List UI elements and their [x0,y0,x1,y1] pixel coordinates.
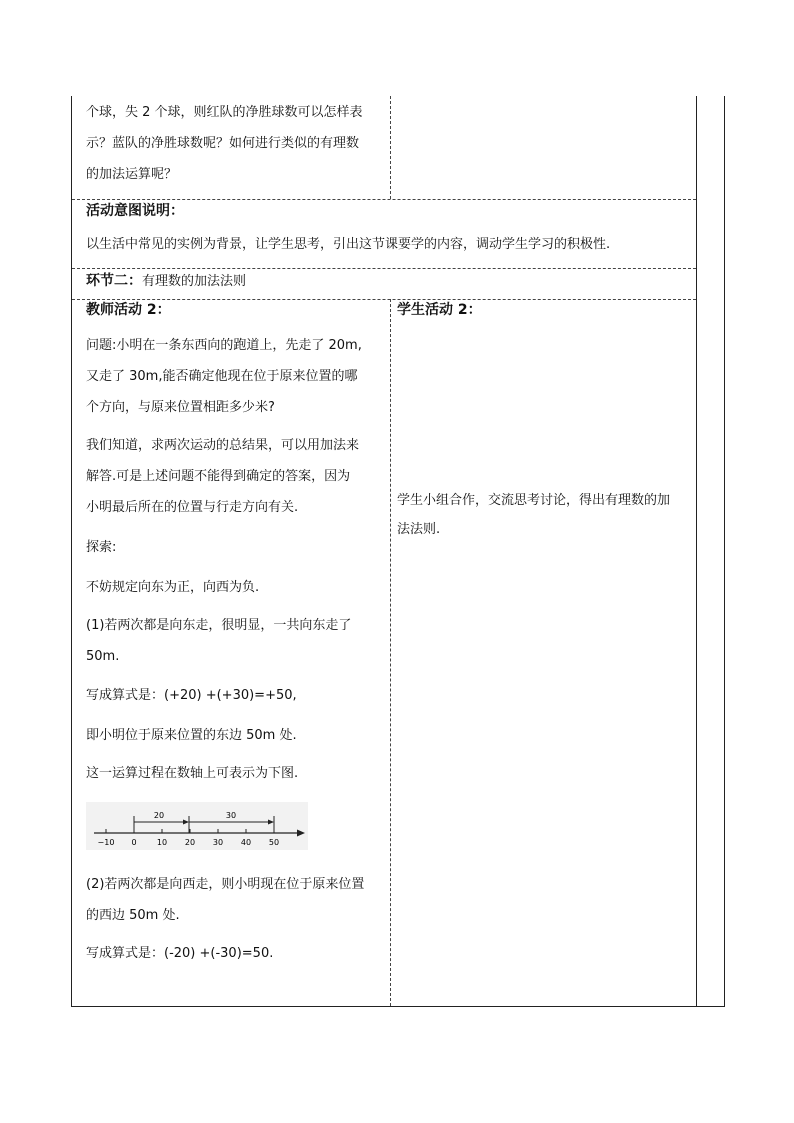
intro-line-1: 个球，失 2 个球，则红队的净胜球数可以怎样表 [86,105,363,120]
question-line-2: 又走了 30m,能否确定他现在位于原来位置的哪 [86,369,358,384]
formula-2: 写成算式是：(-20) +(-30)=50. [86,946,274,961]
section-heading: 环节二： [86,273,142,289]
result-1: 即小明位于原来位置的东边 50m 处. [86,728,297,743]
para2-line-2: 解答.可是上述问题不能得到确定的答案，因为 [86,469,351,484]
right-margin-column-line [696,96,697,1006]
axis-tick-label: 0 [131,838,137,847]
intent-heading: 活动意图说明： [86,203,184,219]
axis-tick-label: 50 [268,838,280,847]
axis-tick-label: 30 [212,838,224,847]
intro-line-3: 的加法运算呢？ [86,167,178,182]
axis-tick-label: −10 [97,838,115,847]
diagram-caption: 这一运算过程在数轴上可表示为下图. [86,766,299,781]
question-line-3: 个方向，与原来位置相距多少米? [86,400,275,415]
question-line-1: 问题:小明在一条东西向的跑道上，先走了 20m, [86,338,362,353]
arrow-30-label: 30 [225,811,237,820]
case2-line-1: (2)若两次都是向西走，则小明现在位于原来位置 [86,877,365,892]
teacher-heading: 教师活动 2： [86,302,171,318]
section-title: 有理数的加法法则 [142,274,247,289]
case2-line-2: 的西边 50m 处. [86,908,180,923]
explore-label: 探索: [86,540,117,555]
section-header [86,266,246,297]
axis-tick-label: 40 [240,838,252,847]
column-divider-top [390,96,391,199]
column-divider-activity [390,299,391,1006]
arrow-20-label: 20 [153,811,165,820]
student-line-1: 学生小组合作，交流思考讨论，得出有理数的加 [397,493,671,508]
para2-line-1: 我们知道，求两次运动的总结果，可以用加法来 [86,438,360,453]
student-line-2: 法法则. [397,522,441,537]
axis-tick-label: 10 [156,838,168,847]
axis-tick-label: 20 [184,838,196,847]
number-line-figure [86,800,308,852]
formula-1: 写成算式是：(+20) +(+30)=+50, [86,688,297,703]
intent-text: 以生活中常见的实例为背景，让学生思考，引出这节课要学的内容，调动学生学习的积极性. [86,237,611,252]
case1-line-2: 50m. [86,649,120,664]
student-heading: 学生活动 2： [397,302,482,318]
number-line-svg [86,800,308,852]
sign-rule: 不妨规定向东为正，向西为负. [86,580,260,595]
intro-line-2: 示？蓝队的净胜球数呢？如何进行类似的有理数 [86,136,360,151]
para2-line-3: 小明最后所在的位置与行走方向有关. [86,500,299,515]
case1-line-1: (1)若两次都是向东走，很明显，一共向东走了 [86,618,352,633]
